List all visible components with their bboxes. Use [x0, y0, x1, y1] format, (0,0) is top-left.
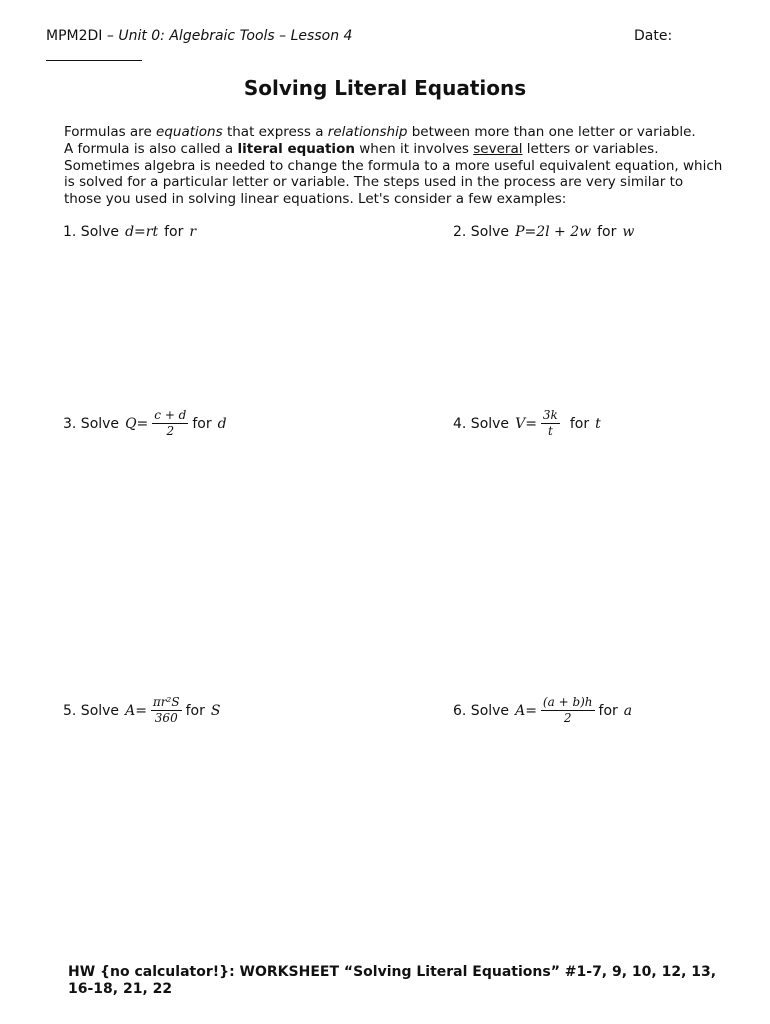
problem-1: 1. Solve d = rt for r — [63, 224, 197, 240]
problem-6: 6. Solve A = $\frac{(a + b)h}{2}$ for a — [453, 695, 633, 725]
fraction: $\frac{3k}{t}$ — [542, 408, 558, 438]
fraction: $\frac{(a + b)h}{2}$ — [542, 695, 593, 725]
homework-note: HW {no calculator!}: WORKSHEET “Solving Literal Equations” #1-7, 9, 10, 12, 13, 16-18, 21, 22 — [68, 964, 717, 997]
intro-paragraph: Formulas are equations that express a relationship between more than one letter or variable. A formula is also called a literal equation when it involves several letters or variables. Sometimes algebra is needed to change the formula to a more useful equivalent equation, which is solved for a particular letter or variable. The steps used in the process are very similar to those you used in solving linear equations. Let's consider a few examples: — [64, 124, 723, 208]
date-label: Date: — [634, 28, 673, 44]
lesson-title: Lesson 4 — [290, 28, 353, 44]
problem-2: 2. Solve P = 2l + 2w for w — [453, 224, 635, 240]
problem-3: 3. Solve Q = $\frac{c + d}{2}$ for d — [63, 408, 227, 438]
course-header: MPM2DI – Unit 0: Algebraic Tools – Lesson 4 — [46, 28, 353, 44]
unit-title: Unit 0: Algebraic Tools — [118, 28, 275, 44]
problem-5: 5. Solve A = $\frac{\text{πr²S}}{360}$ for S — [63, 695, 221, 725]
page-title: Solving Literal Equations — [243, 76, 527, 100]
problem-4: 4. Solve V = $\frac{3k}{t}$ for t — [453, 408, 601, 438]
course-code: MPM2DI — [46, 28, 103, 44]
fraction: $\frac{\text{πr²S}}{360}$ — [152, 695, 180, 725]
name-line — [46, 60, 142, 61]
fraction: $\frac{c + d}{2}$ — [154, 408, 187, 438]
literal-equation-term: literal equation — [237, 140, 355, 157]
